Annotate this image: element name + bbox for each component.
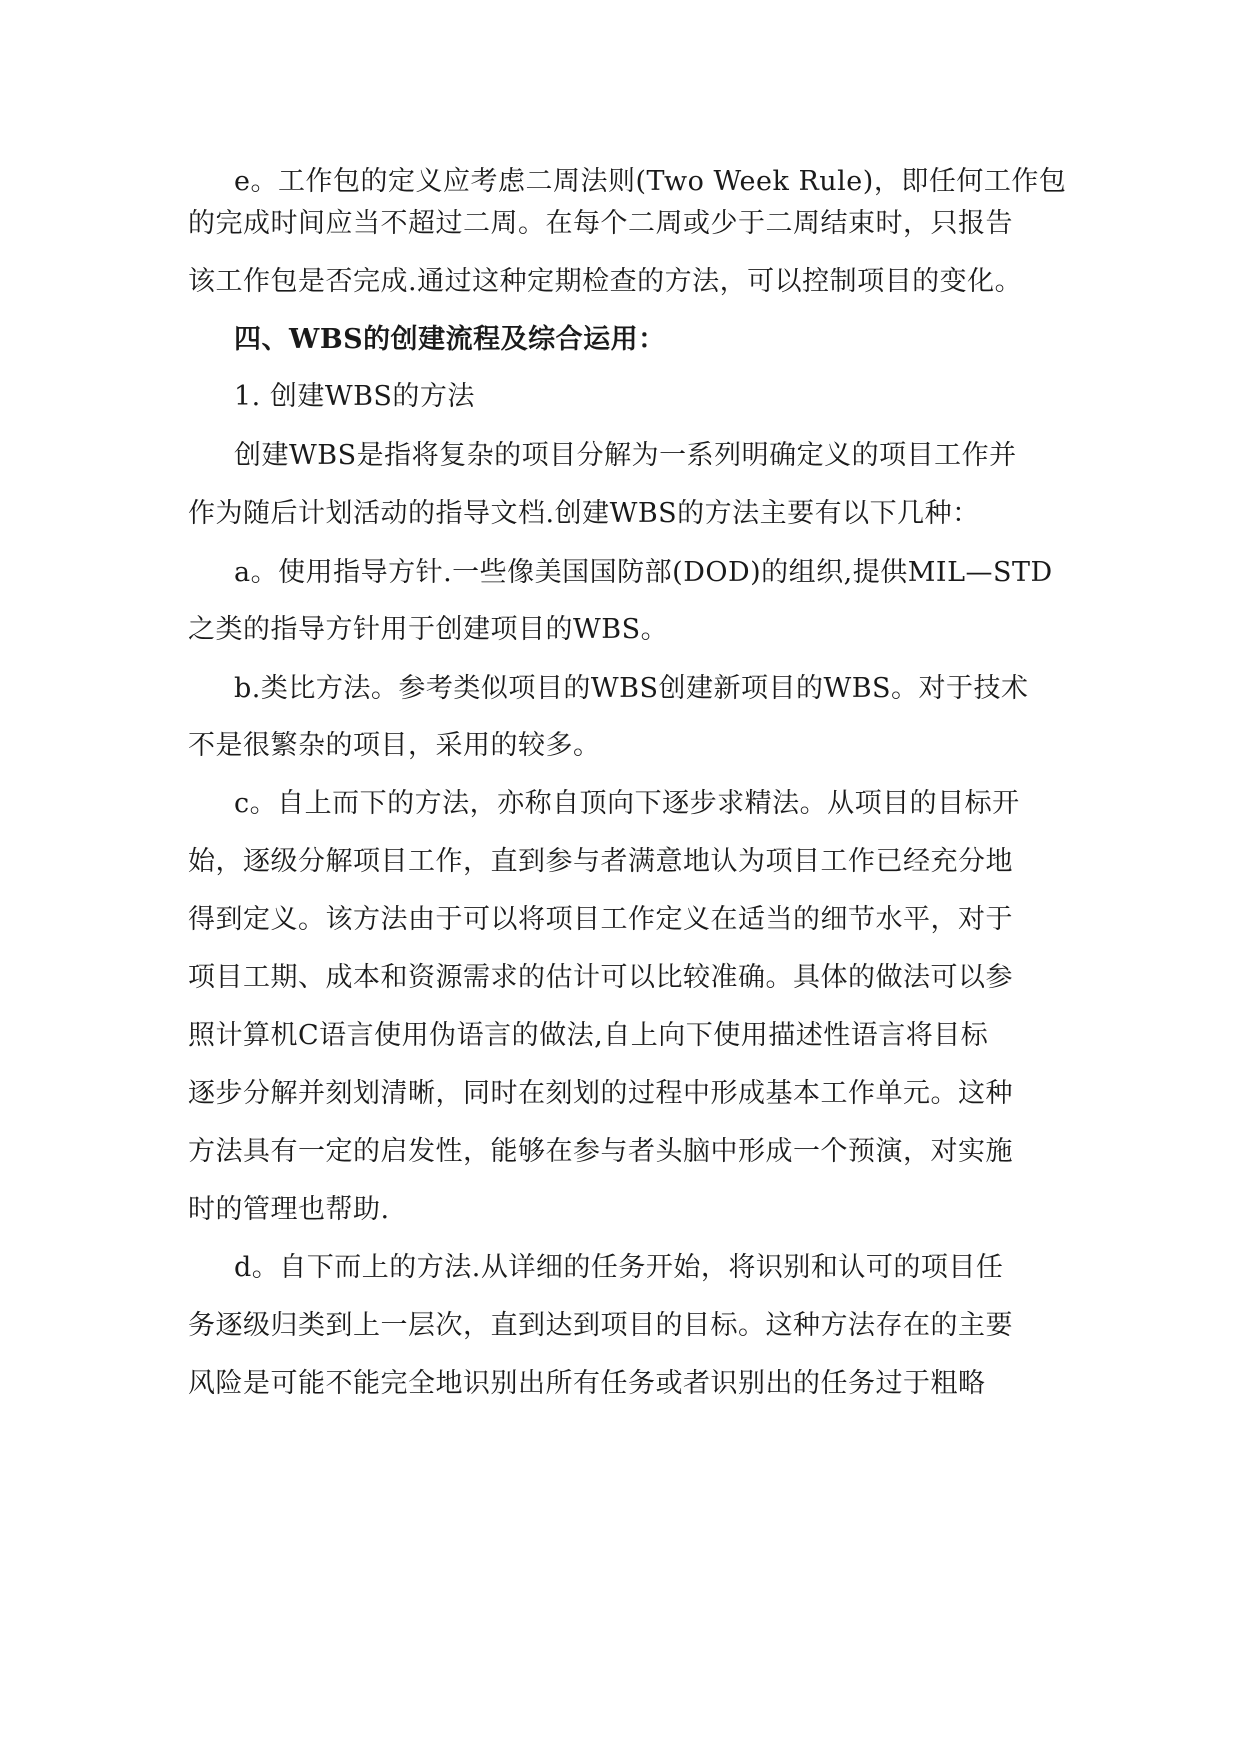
paragraph-line: 务逐级归类到上一层次，直到达到项目的目标。这种方法存在的主要: [188, 1310, 1013, 1341]
paragraph-line: 该工作包是否完成.通过这种定期检查的方法，可以控制项目的变化。: [188, 266, 1023, 297]
paragraph-line: 风险是可能不能完全地识别出所有任务或者识别出的任务过于粗略: [188, 1368, 986, 1399]
paragraph-line: c。自上而下的方法，亦称自顶向下逐步求精法。从项目的目标开: [234, 788, 1020, 819]
paragraph-line: 得到定义。该方法由于可以将项目工作定义在适当的细节水平，对于: [188, 904, 1013, 935]
subsection-heading: 1. 创建WBS的方法: [234, 381, 475, 412]
paragraph-line: 时的管理也帮助.: [188, 1194, 390, 1225]
paragraph-line: 逐步分解并刻划清晰，同时在刻划的过程中形成基本工作单元。这种: [188, 1078, 1013, 1109]
paragraph-line: 之类的指导方针用于创建项目的WBS。: [188, 614, 669, 645]
paragraph-line: e。工作包的定义应考虑二周法则(Two Week Rule)，即任何工作包: [234, 166, 1067, 197]
paragraph-line: 照计算机C语言使用伪语言的做法,自上向下使用描述性语言将目标: [188, 1020, 989, 1051]
paragraph-line: b.类比方法。参考类似项目的WBS创建新项目的WBS。对于技术: [234, 673, 1029, 704]
paragraph-line: 不是很繁杂的项目，采用的较多。: [188, 730, 601, 761]
paragraph-line: 方法具有一定的启发性，能够在参与者头脑中形成一个预演，对实施: [188, 1136, 1013, 1167]
paragraph-line: 创建WBS是指将复杂的项目分解为一系列明确定义的项目工作并: [234, 440, 1017, 471]
paragraph-line: d。自下而上的方法.从详细的任务开始，将识别和认可的项目任: [234, 1252, 1004, 1283]
section-heading: 四、WBS的创建流程及综合运用：: [234, 324, 666, 355]
paragraph-line: 始，逐级分解项目工作，直到参与者满意地认为项目工作已经充分地: [188, 846, 1013, 877]
paragraph-line: a。使用指导方针.一些像美国国防部(DOD)的组织,提供MIL—STD: [234, 557, 1053, 588]
paragraph-line: 项目工期、成本和资源需求的估计可以比较准确。具体的做法可以参: [188, 962, 1013, 993]
paragraph-line: 作为随后计划活动的指导文档.创建WBS的方法主要有以下几种：: [188, 498, 980, 529]
paragraph-line: 的完成时间应当不超过二周。在每个二周或少于二周结束时，只报告: [188, 208, 1013, 239]
